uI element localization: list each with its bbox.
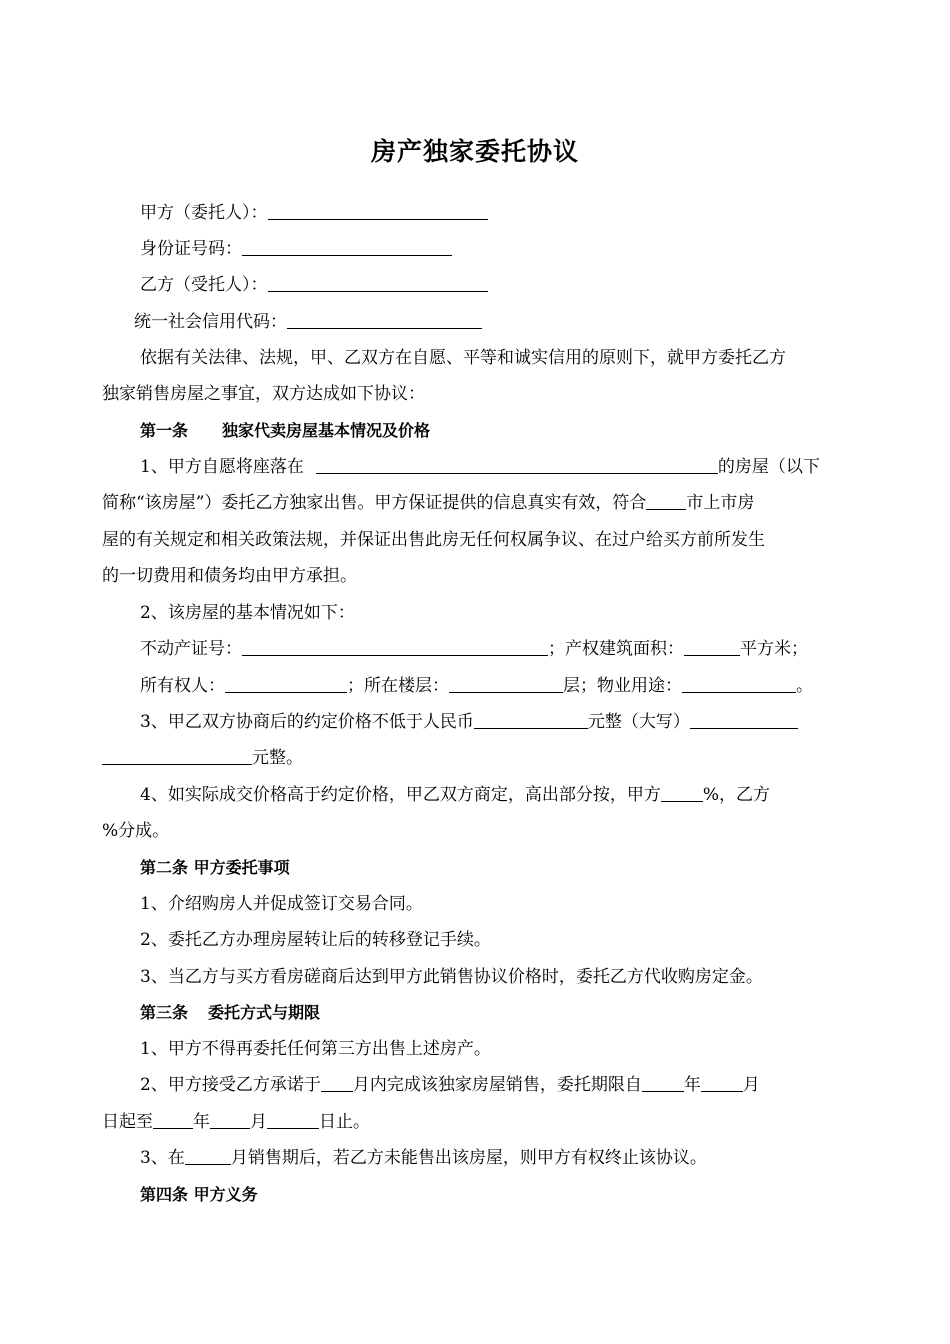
end-period: 。: [796, 676, 813, 696]
art3-p3-text-a: 3、在: [140, 1148, 185, 1168]
credit-code-line: [134, 310, 482, 334]
art1-p3-text-c: 元整。: [252, 748, 303, 768]
art3-p2-line-1: [140, 1073, 760, 1097]
art1-p2: 2、该房屋的基本情况如下：: [140, 603, 355, 623]
article-1-title: 独家代卖房屋基本情况及价格: [222, 421, 431, 440]
art1-p1-line-3: 屋的有关规定和相关政策法规，并保证出售此房无任何权属争议、在过户给买方前所发生: [102, 530, 765, 550]
art2-p2: 2、委托乙方办理房屋转让后的转移登记手续。: [140, 930, 491, 950]
party-a-percent-field[interactable]: [661, 785, 703, 802]
party-a-field[interactable]: [268, 203, 488, 220]
document-title: 房产独家委托协议: [370, 137, 579, 166]
art1-p4-text-a: 4、如实际成交价格高于约定价格，甲乙双方商定，高出部分按，甲方: [140, 785, 661, 805]
art1-p4-text-b: %，乙方: [702, 785, 770, 805]
area-unit: 平方米；: [740, 639, 808, 659]
sale-period-field[interactable]: [185, 1148, 231, 1165]
art1-p3-line-2: [102, 746, 303, 770]
art1-p1-text-a: 1、甲方自愿将座落在: [140, 457, 304, 477]
art3-month-b: 月: [250, 1112, 267, 1132]
art3-p2-text-a: 2、甲方接受乙方承诺于: [140, 1075, 321, 1095]
owner-floor-line: [140, 674, 813, 698]
art3-p1: 1、甲方不得再委托任何第三方出售上述房产。: [140, 1039, 491, 1059]
price-number-field[interactable]: [474, 712, 588, 729]
floor-label: ；所在楼层：: [347, 676, 449, 696]
owner-field[interactable]: [225, 676, 347, 693]
art2-p1: 1、介绍购房人并促成签订交易合同。: [140, 894, 423, 914]
art1-p1-text-c: 简称“该房屋”）委托乙方独家出售。甲方保证提供的信息真实有效，符合: [102, 493, 647, 513]
art3-p2-text-c: 日起至: [102, 1112, 153, 1132]
party-b-field[interactable]: [268, 275, 488, 292]
area-field[interactable]: [684, 639, 740, 656]
art1-p3-line-1: [140, 710, 798, 734]
article-1-number: 第一条: [140, 421, 189, 440]
art3-month-a: 月: [742, 1075, 760, 1095]
art1-p1-line-4: 的一切费用和债务均由甲方承担。: [102, 566, 357, 586]
art1-p3-text-b: 元整（大写）: [587, 712, 690, 732]
area-label: ；产权建筑面积：: [548, 639, 684, 659]
art1-p4-line-1: [140, 783, 770, 807]
party-a-label: 甲方（委托人）：: [140, 203, 268, 223]
price-words-field-cont[interactable]: [102, 748, 252, 765]
art1-p3-text-a: 3、甲乙双方协商后的约定价格不低于人民币: [140, 712, 474, 732]
id-number-field[interactable]: [242, 239, 452, 256]
start-month-field[interactable]: [701, 1075, 743, 1092]
property-location-field[interactable]: [316, 457, 718, 474]
art1-p4-line-2: %分成。: [102, 821, 170, 841]
party-b-label: 乙方（受托人）：: [140, 275, 268, 295]
art3-p2-line-2: [102, 1110, 370, 1134]
art1-p1-text-d: 市上市房: [686, 493, 755, 513]
credit-code-label: 统一社会信用代码：: [134, 312, 287, 332]
art1-p1-text-b: 的房屋（以下: [717, 457, 820, 477]
property-cert-field[interactable]: [242, 639, 548, 656]
owner-label: 所有权人：: [140, 676, 225, 696]
floor-unit: 层；物业用途：: [563, 676, 682, 696]
party-a-line: [140, 201, 488, 225]
id-number-line: [140, 237, 452, 261]
city-field[interactable]: [646, 493, 686, 510]
cert-label: 不动产证号：: [140, 639, 242, 659]
property-cert-line: [140, 637, 808, 661]
article-2-heading: 第二条 甲方委托事项: [140, 858, 290, 877]
article-3-heading: [140, 1001, 320, 1025]
art3-p3: [140, 1146, 707, 1170]
art3-day-end: 日止。: [319, 1112, 370, 1132]
start-year-field[interactable]: [642, 1075, 684, 1092]
article-1-heading: [140, 419, 430, 443]
art3-p3-text-b: 月销售期后，若乙方未能售出该房屋，则甲方有权终止该协议。: [230, 1148, 707, 1168]
art3-p2-text-b: 月内完成该独家房屋销售，委托期限自: [352, 1075, 642, 1095]
floor-field[interactable]: [449, 676, 563, 693]
intro-line-1: 依据有关法律、法规，甲、乙双方在自愿、平等和诚实信用的原则下，就甲方委托乙方: [140, 348, 786, 368]
id-number-label: 身份证号码：: [140, 239, 242, 259]
end-year-field[interactable]: [153, 1112, 193, 1129]
art3-year-b: 年: [193, 1112, 210, 1132]
party-b-line: [140, 273, 488, 297]
article-3-title: 委托方式与期限: [208, 1003, 321, 1022]
usage-field[interactable]: [682, 676, 796, 693]
end-month-field[interactable]: [210, 1112, 250, 1129]
art1-p1-line-1: [140, 455, 820, 479]
art1-p1-line-2: [102, 491, 754, 515]
months-field[interactable]: [321, 1075, 353, 1092]
article-4-heading: 第四条 甲方义务: [140, 1185, 258, 1204]
end-day-field[interactable]: [267, 1112, 319, 1129]
article-3-number: 第三条: [140, 1003, 189, 1022]
price-words-field[interactable]: [690, 712, 798, 729]
credit-code-field[interactable]: [287, 312, 482, 329]
intro-line-2: 独家销售房屋之事宜，双方达成如下协议：: [102, 384, 425, 404]
art3-year-a: 年: [683, 1075, 701, 1095]
art2-p3: 3、当乙方与买方看房磋商后达到甲方此销售协议价格时，委托乙方代收购房定金。: [140, 967, 763, 987]
